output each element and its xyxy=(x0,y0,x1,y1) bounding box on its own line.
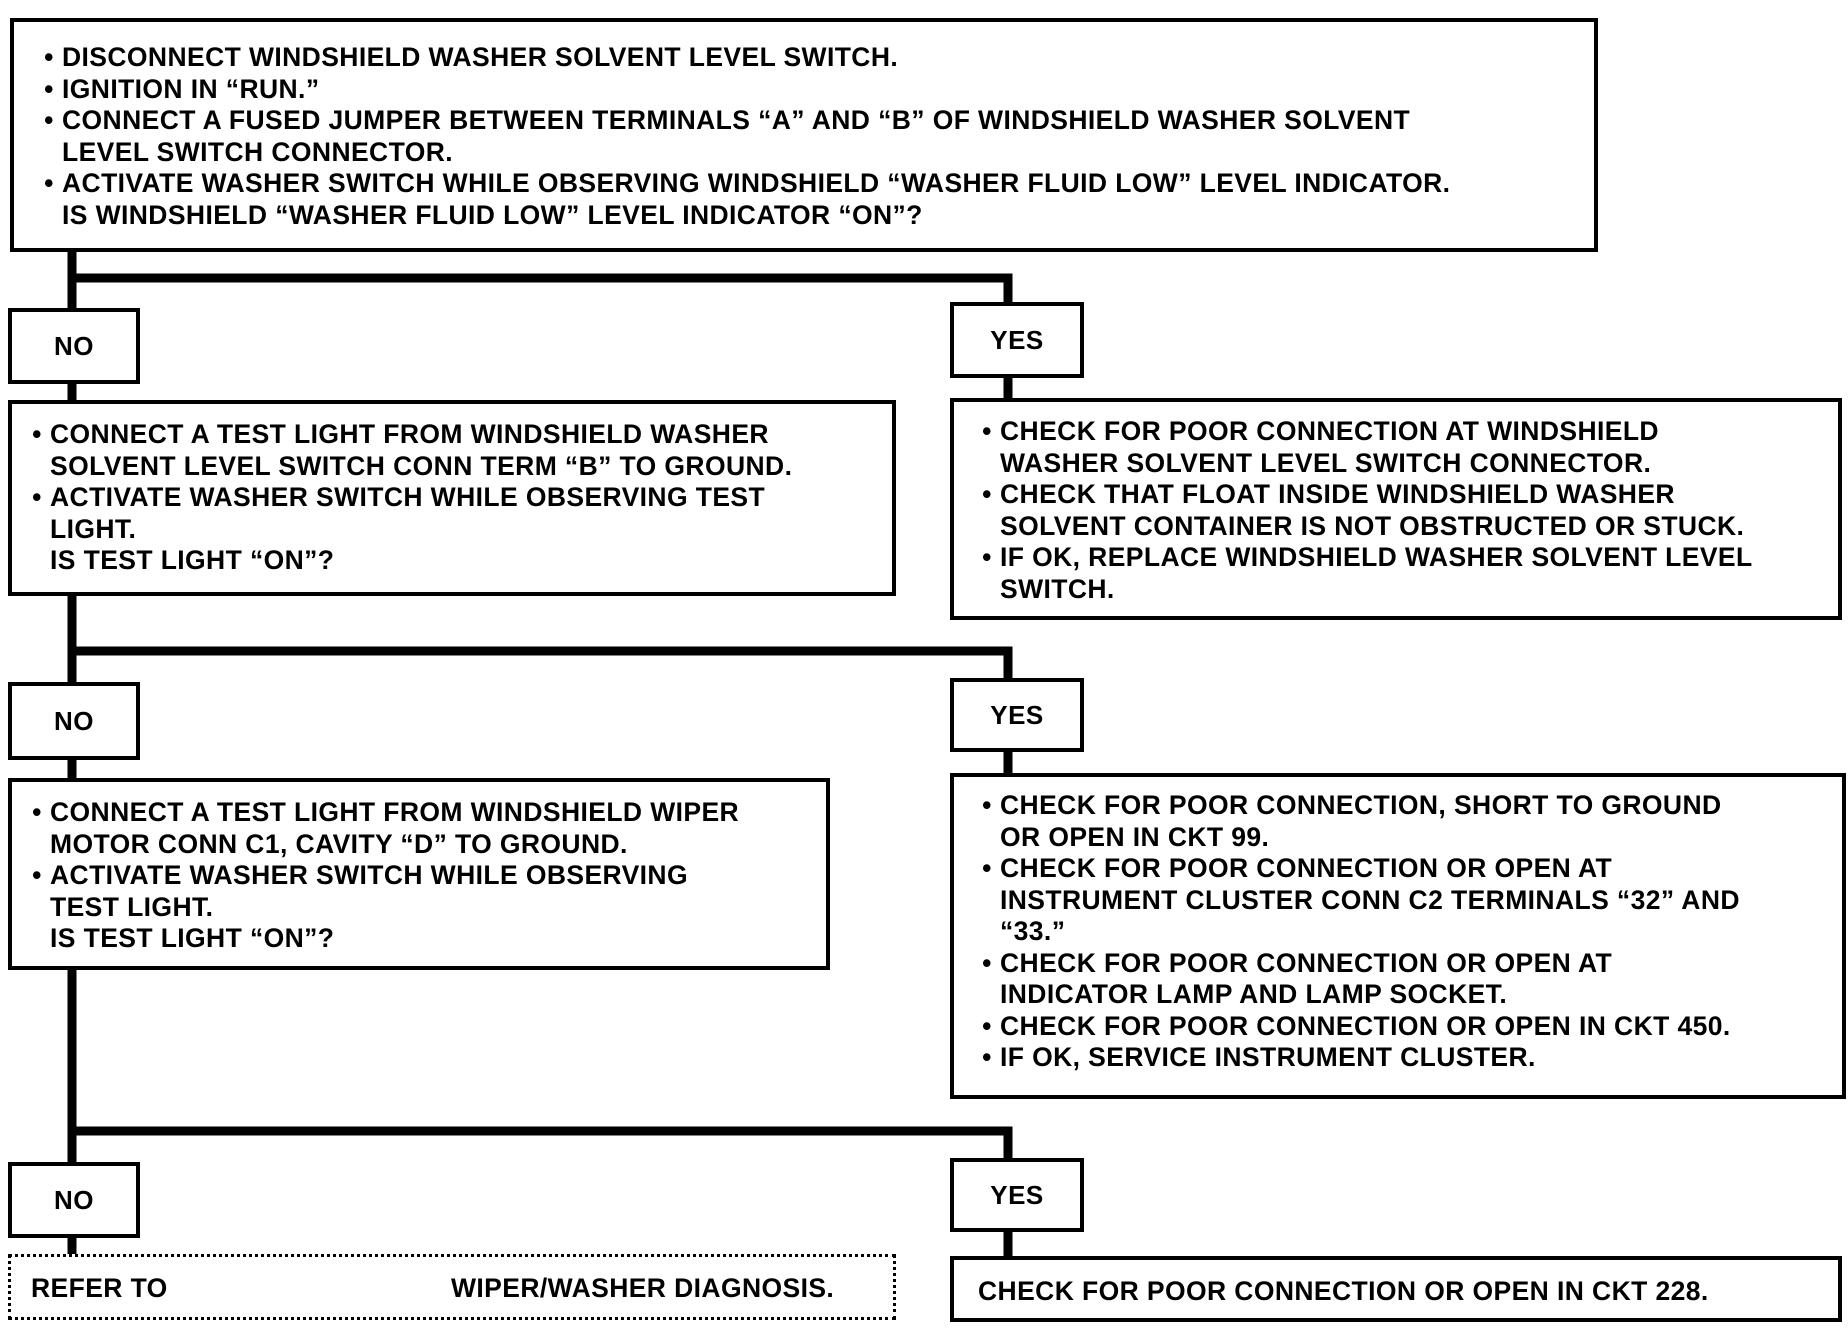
step3-yes-box xyxy=(950,773,1846,1099)
bullet: • xyxy=(982,947,992,978)
step2-no-text xyxy=(24,419,792,577)
step1-line xyxy=(36,105,1450,137)
step2-no-line xyxy=(24,451,792,483)
step2-yes-line xyxy=(974,448,1753,480)
connector-step2 xyxy=(72,592,1008,684)
step3-no-line-text: ACTIVATE WASHER SWITCH WHILE OBSERVING xyxy=(50,860,688,890)
step3-no-line xyxy=(24,923,739,955)
step1-box xyxy=(10,18,1598,252)
bullet xyxy=(974,448,1000,480)
step3-yes-line-text: CHECK FOR POOR CONNECTION OR OPEN AT xyxy=(1000,853,1613,883)
bullet xyxy=(974,916,1000,948)
step1-line-text: ACTIVATE WASHER SWITCH WHILE OBSERVING WINDSHIELD “WASHER FLUID LOW” LEVEL INDICATOR. xyxy=(62,168,1451,198)
bullet: • xyxy=(982,853,992,883)
connector-step3 xyxy=(72,966,1008,1164)
bullet xyxy=(974,574,1000,606)
step3-yes-line-text: INDICATOR LAMP AND LAMP SOCKET. xyxy=(1000,979,1508,1009)
step2-no-line-text: IS TEST LIGHT “ON”? xyxy=(50,545,335,575)
bullet xyxy=(24,514,50,546)
bullet: • xyxy=(982,1042,992,1072)
step3-yes-text xyxy=(974,790,1740,1074)
step3-yes-line-text: “33.” xyxy=(1000,916,1066,946)
step3-yes-line-text: IF OK, SERVICE INSTRUMENT CLUSTER. xyxy=(1000,1042,1536,1072)
step3-yes-line xyxy=(974,885,1740,917)
step2-no-line xyxy=(24,514,792,546)
step3-no-line-text: CONNECT A TEST LIGHT FROM WINDSHIELD WIPER xyxy=(50,797,740,827)
step1-line-text: IS WINDSHIELD “WASHER FLUID LOW” LEVEL INDICATOR “ON”? xyxy=(62,199,923,230)
step2-yes-line-text: IF OK, REPLACE WINDSHIELD WASHER SOLVENT LEVEL xyxy=(1000,542,1753,572)
step2-no-box xyxy=(8,400,896,596)
step2-yes-line-text: WASHER SOLVENT LEVEL SWITCH CONNECTOR. xyxy=(1000,447,1652,478)
bullet xyxy=(24,829,50,861)
bullet: • xyxy=(32,860,42,890)
bullet: • xyxy=(32,482,42,512)
step3-no-line xyxy=(24,860,739,892)
step3-no-line-text: TEST LIGHT. xyxy=(50,891,214,922)
step2-yes-line xyxy=(974,542,1753,574)
step2-yes-line-text: CHECK THAT FLOAT INSIDE WINDSHIELD WASHER xyxy=(1000,479,1675,509)
step3-yes-line xyxy=(974,916,1740,948)
bullet: • xyxy=(32,797,42,827)
bullet xyxy=(36,137,62,169)
step2-yes-box xyxy=(950,398,1842,620)
step2-yes-line xyxy=(974,416,1753,448)
bullet xyxy=(974,511,1000,543)
step3-yes-line-text: INSTRUMENT CLUSTER CONN C2 TERMINALS “32” AND xyxy=(1000,884,1740,915)
step3-yes-line xyxy=(974,853,1740,885)
step3-no-line xyxy=(24,829,739,861)
final-no-suffix: WIPER/WASHER DIAGNOSIS. xyxy=(451,1273,835,1303)
step2-no-line xyxy=(24,482,792,514)
step3-no-line-text: MOTOR CONN C1, CAVITY “D” TO GROUND. xyxy=(50,828,628,859)
step3-yes-line-text: CHECK FOR POOR CONNECTION OR OPEN AT xyxy=(1000,947,1613,978)
step3-no-line xyxy=(24,892,739,924)
step1-line xyxy=(36,42,1450,74)
step3-yes-line-text: CHECK FOR POOR CONNECTION OR OPEN IN CKT 450. xyxy=(1000,1010,1731,1041)
step1-text xyxy=(36,42,1450,231)
step2-yes-line xyxy=(974,511,1753,543)
bullet: • xyxy=(44,42,54,72)
bullet: • xyxy=(44,73,54,104)
bullet xyxy=(24,451,50,483)
bullet: • xyxy=(982,542,992,572)
final-no-box xyxy=(8,1254,896,1320)
step2-no-line-text: SOLVENT LEVEL SWITCH CONN TERM “B” TO GROUND. xyxy=(50,450,793,481)
step3-yes-line-text: OR OPEN IN CKT 99. xyxy=(1000,821,1270,852)
bullet: • xyxy=(32,419,42,449)
step2-no-line-text: CONNECT A TEST LIGHT FROM WINDSHIELD WASHER xyxy=(50,419,769,449)
bullet: • xyxy=(982,479,992,509)
step1-line-text: DISCONNECT WINDSHIELD WASHER SOLVENT LEVEL SWITCH. xyxy=(62,42,899,72)
bullet: • xyxy=(44,105,54,135)
bullet xyxy=(24,892,50,924)
step1-line-text: CONNECT A FUSED JUMPER BETWEEN TERMINALS “A” AND “B” OF WINDSHIELD WASHER SOLVENT xyxy=(62,105,1411,135)
connector-step1 xyxy=(72,248,1008,310)
final-yes-text: CHECK FOR POOR CONNECTION OR OPEN IN CKT 228. xyxy=(978,1276,1709,1306)
bullet: • xyxy=(982,790,992,820)
step3-yes-line xyxy=(974,1042,1740,1074)
bullet xyxy=(974,822,1000,854)
final-no-prefix: REFER TO xyxy=(31,1273,168,1303)
no-label-3: NO xyxy=(8,1162,140,1238)
bullet xyxy=(24,923,50,955)
step2-no-line-text: ACTIVATE WASHER SWITCH WHILE OBSERVING TEST xyxy=(50,482,766,512)
bullet xyxy=(974,979,1000,1011)
step3-no-box xyxy=(8,778,830,970)
step2-yes-line xyxy=(974,574,1753,606)
step3-yes-line xyxy=(974,1011,1740,1043)
step1-line-text: IGNITION IN “RUN.” xyxy=(62,73,320,104)
no-label-2: NO xyxy=(8,682,140,760)
bullet xyxy=(36,200,62,232)
step2-no-line-text: LIGHT. xyxy=(50,513,137,544)
step3-yes-line xyxy=(974,948,1740,980)
step3-no-line xyxy=(24,797,739,829)
step3-yes-line xyxy=(974,979,1740,1011)
step1-line xyxy=(36,200,1450,232)
yes-label-2: YES xyxy=(950,678,1084,752)
step2-yes-text xyxy=(974,416,1753,605)
yes-label-3: YES xyxy=(950,1158,1084,1232)
step1-line xyxy=(36,74,1450,106)
final-yes-box xyxy=(950,1256,1842,1322)
step3-yes-line xyxy=(974,790,1740,822)
step2-yes-line-text: CHECK FOR POOR CONNECTION AT WINDSHIELD xyxy=(1000,416,1659,446)
bullet xyxy=(974,885,1000,917)
step3-yes-line-text: CHECK FOR POOR CONNECTION, SHORT TO GROUND xyxy=(1000,790,1722,820)
bullet: • xyxy=(982,1010,992,1041)
bullet: • xyxy=(982,416,992,446)
step3-no-text xyxy=(24,797,739,955)
bullet xyxy=(24,545,50,577)
yes-label-1: YES xyxy=(950,302,1084,378)
bullet: • xyxy=(44,168,54,198)
step2-yes-line-text: SWITCH. xyxy=(1000,573,1115,604)
step1-line xyxy=(36,168,1450,200)
step2-yes-line xyxy=(974,479,1753,511)
step2-no-line xyxy=(24,545,792,577)
step2-yes-line-text: SOLVENT CONTAINER IS NOT OBSTRUCTED OR STUCK. xyxy=(1000,510,1745,541)
step3-yes-line xyxy=(974,822,1740,854)
step1-line xyxy=(36,137,1450,169)
no-label-1: NO xyxy=(8,308,140,384)
step3-no-line-text: IS TEST LIGHT “ON”? xyxy=(50,923,335,953)
step2-no-line xyxy=(24,419,792,451)
step1-line-text: LEVEL SWITCH CONNECTOR. xyxy=(62,136,454,167)
